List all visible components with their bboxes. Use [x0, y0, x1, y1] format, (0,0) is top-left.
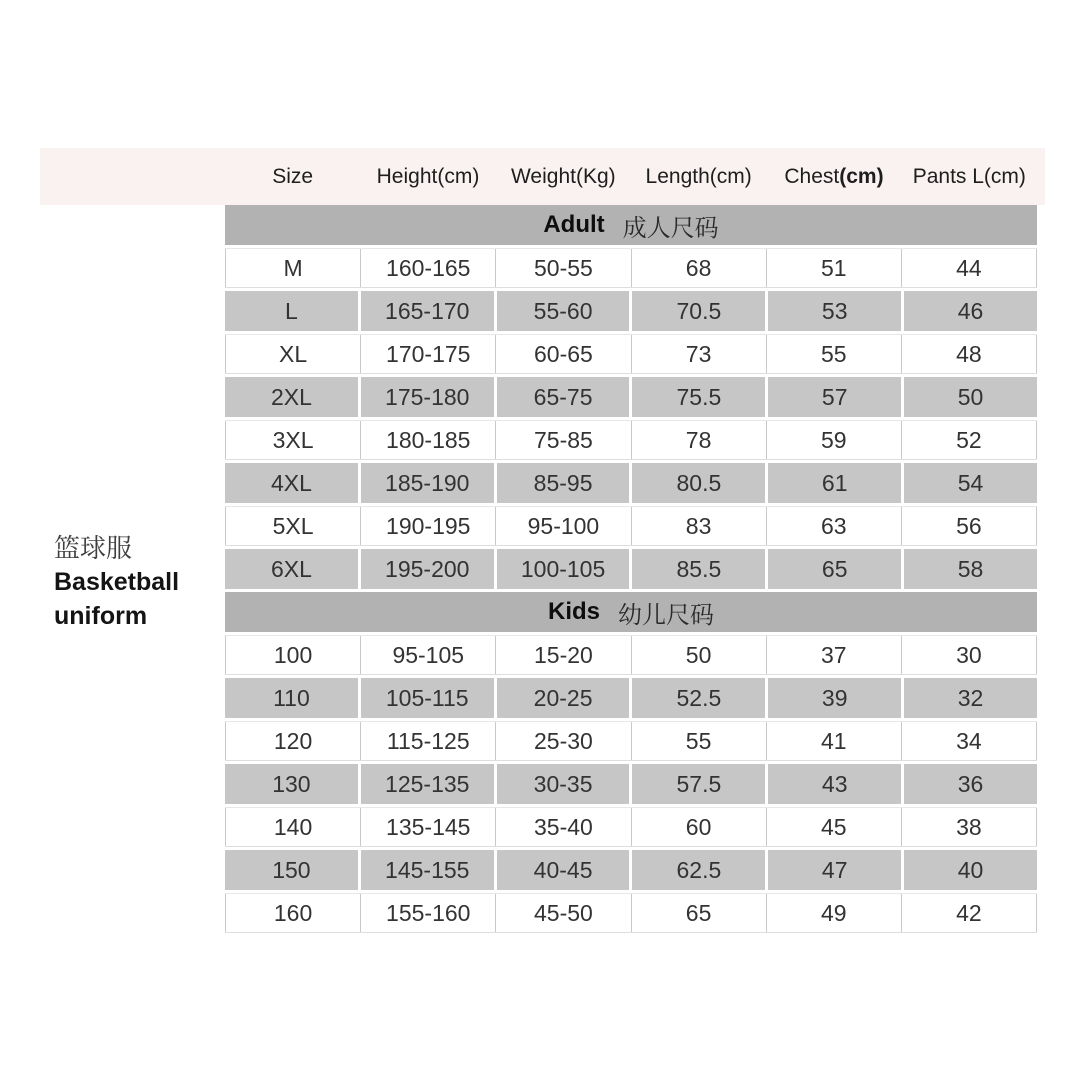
table-cell: 4XL	[225, 463, 358, 503]
table-cell: 25-30	[496, 722, 631, 760]
section-header-row	[225, 592, 1037, 632]
table-cell: 170-175	[361, 335, 496, 373]
table-cell: 190-195	[361, 507, 496, 545]
table-cell: 145-155	[361, 850, 494, 890]
table-row	[225, 291, 1037, 331]
product-name-english-line2: uniform	[54, 602, 148, 630]
table-row	[225, 420, 1037, 460]
table-cell: 140	[225, 808, 361, 846]
table-cell: M	[225, 249, 361, 287]
table-cell: 60-65	[496, 335, 631, 373]
table-cell: 63	[767, 507, 902, 545]
table-header-row	[225, 148, 1037, 205]
product-name-english-line1: Basketball	[54, 568, 180, 596]
table-row	[225, 764, 1037, 804]
table-cell: 120	[225, 722, 361, 760]
table-cell: 125-135	[361, 764, 494, 804]
table-cell: 52	[902, 421, 1037, 459]
product-label	[54, 531, 179, 633]
table-cell: 36	[904, 764, 1037, 804]
table-cell: 160-165	[361, 249, 496, 287]
column-header-chest	[766, 148, 901, 205]
table-cell: 185-190	[361, 463, 494, 503]
column-header-pants	[902, 148, 1037, 205]
table-cell: 50	[632, 636, 767, 674]
section-label-cn: 成人尺码	[622, 214, 719, 242]
table-cell: 135-145	[361, 808, 496, 846]
column-header-text: Weight(Kg)	[510, 164, 616, 188]
table-cell: 68	[632, 249, 767, 287]
table-cell: 55-60	[497, 291, 630, 331]
table-cell: 60	[632, 808, 767, 846]
table-cell: 78	[632, 421, 767, 459]
column-header-text: Height(cm)	[376, 164, 480, 188]
table-cell: 85-95	[497, 463, 630, 503]
column-header-height	[360, 148, 495, 205]
table-row	[225, 248, 1037, 288]
table-cell: 115-125	[361, 722, 496, 760]
table-cell: 73	[632, 335, 767, 373]
table-cell: 40	[904, 850, 1037, 890]
table-cell: 34	[902, 722, 1037, 760]
table-cell: 195-200	[361, 549, 494, 589]
table-cell: 41	[767, 722, 902, 760]
column-header-weight	[496, 148, 631, 205]
column-header-size	[225, 148, 360, 205]
table-cell: 5XL	[225, 507, 361, 545]
table-cell: XL	[225, 335, 361, 373]
section-header-row	[225, 205, 1037, 245]
table-cell: 65	[768, 549, 901, 589]
table-cell: 105-115	[361, 678, 494, 718]
table-cell: 100-105	[497, 549, 630, 589]
column-header-text: Chest	[784, 164, 840, 188]
table-cell: 47	[768, 850, 901, 890]
table-row	[225, 893, 1037, 933]
table-cell: 56	[902, 507, 1037, 545]
table-cell: 3XL	[225, 421, 361, 459]
table-cell: 44	[902, 249, 1037, 287]
table-cell: 130	[225, 764, 358, 804]
column-header-text: Pants L(cm)	[912, 164, 1026, 188]
table-cell: 57.5	[632, 764, 765, 804]
column-header-length	[631, 148, 766, 205]
table-cell: 95-100	[496, 507, 631, 545]
table-cell: 53	[768, 291, 901, 331]
table-cell: 51	[767, 249, 902, 287]
table-cell: 6XL	[225, 549, 358, 589]
table-cell: 58	[904, 549, 1037, 589]
size-table-body	[225, 205, 1037, 936]
table-cell: 55	[767, 335, 902, 373]
table-cell: 32	[904, 678, 1037, 718]
table-cell: 180-185	[361, 421, 496, 459]
table-cell: 43	[768, 764, 901, 804]
table-row	[225, 721, 1037, 761]
table-cell: 70.5	[632, 291, 765, 331]
table-row	[225, 635, 1037, 675]
table-cell: 80.5	[632, 463, 765, 503]
section-label-cn: 幼儿尺码	[618, 601, 714, 629]
section-label-en: Adult	[543, 211, 605, 238]
table-cell: 65-75	[497, 377, 630, 417]
column-header-text: Size	[272, 164, 314, 188]
table-cell: 35-40	[496, 808, 631, 846]
table-row	[225, 678, 1037, 718]
column-header-suffix: (cm)	[839, 164, 884, 188]
table-cell: 45	[767, 808, 902, 846]
table-cell: 37	[767, 636, 902, 674]
table-cell: 48	[902, 335, 1037, 373]
table-cell: 165-170	[361, 291, 494, 331]
table-cell: 2XL	[225, 377, 358, 417]
table-cell: 75-85	[496, 421, 631, 459]
table-cell: 38	[902, 808, 1037, 846]
table-cell: 59	[767, 421, 902, 459]
table-cell: 65	[632, 894, 767, 932]
table-row	[225, 377, 1037, 417]
table-header-strip	[40, 148, 1045, 205]
table-cell: 46	[904, 291, 1037, 331]
table-cell: 45-50	[496, 894, 631, 932]
table-row	[225, 807, 1037, 847]
table-row	[225, 850, 1037, 890]
table-row	[225, 506, 1037, 546]
table-cell: 50-55	[496, 249, 631, 287]
table-cell: 160	[225, 894, 361, 932]
table-cell: 15-20	[496, 636, 631, 674]
table-cell: 110	[225, 678, 358, 718]
table-cell: 49	[767, 894, 902, 932]
table-cell: 39	[768, 678, 901, 718]
section-label-en: Kids	[547, 598, 600, 625]
table-cell: 95-105	[361, 636, 496, 674]
table-cell: 55	[632, 722, 767, 760]
table-row	[225, 334, 1037, 374]
table-cell: 155-160	[361, 894, 496, 932]
table-cell: 54	[904, 463, 1037, 503]
table-cell: 40-45	[497, 850, 630, 890]
table-cell: 30	[902, 636, 1037, 674]
column-header-text: Length(cm)	[645, 164, 752, 188]
table-row	[225, 549, 1037, 589]
table-cell: 57	[768, 377, 901, 417]
table-cell: 83	[632, 507, 767, 545]
table-cell: 50	[904, 377, 1037, 417]
table-cell: 30-35	[497, 764, 630, 804]
table-cell: L	[225, 291, 358, 331]
table-cell: 100	[225, 636, 361, 674]
table-cell: 52.5	[632, 678, 765, 718]
table-row	[225, 463, 1037, 503]
product-name-chinese: 篮球服	[54, 533, 133, 563]
table-cell: 20-25	[497, 678, 630, 718]
table-cell: 42	[902, 894, 1037, 932]
table-cell: 61	[768, 463, 901, 503]
table-cell: 150	[225, 850, 358, 890]
table-cell: 62.5	[632, 850, 765, 890]
table-cell: 85.5	[632, 549, 765, 589]
table-cell: 75.5	[632, 377, 765, 417]
table-cell: 175-180	[361, 377, 494, 417]
